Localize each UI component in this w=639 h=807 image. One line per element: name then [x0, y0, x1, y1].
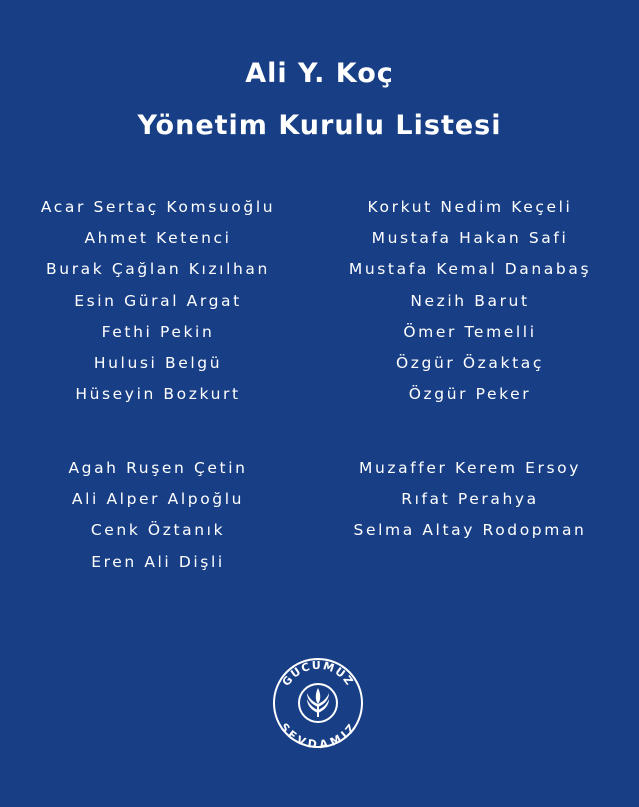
- list-item: Fethi Pekin: [101, 322, 215, 341]
- logo-top-text: GÜCÜMÜZ: [279, 658, 357, 689]
- title-line-2: Yönetim Kurulu Listesi: [137, 110, 502, 141]
- fenerbahce-crest-icon: [272, 657, 364, 749]
- board-list-group1-left: [8, 192, 308, 410]
- board-list-group1-right: [320, 192, 620, 410]
- list-item: Mustafa Hakan Safi: [371, 229, 569, 248]
- list-item: Hüseyin Bozkurt: [75, 385, 241, 404]
- list-item: Nezih Barut: [410, 291, 530, 310]
- list-item: Burak Çağlan Kızılhan: [46, 260, 270, 279]
- list-item: Mustafa Kemal Danabaş: [348, 260, 592, 279]
- board-list-group2-left: [8, 453, 308, 578]
- list-item: Eren Ali Dişli: [91, 552, 225, 571]
- svg-text:SEVDAMIZ: [277, 721, 359, 749]
- list-item: Agah Ruşen Çetin: [68, 459, 248, 477]
- title-line-1: Ali Y. Koç: [245, 58, 394, 89]
- list-item: Ali Alper Alpoğlu: [71, 490, 245, 509]
- list-item: Selma Altay Rodopman: [353, 521, 587, 540]
- list-item: Ahmet Ketenci: [84, 229, 232, 248]
- board-list-group2-right: [320, 453, 620, 547]
- logo-bottom-text: SEVDAMIZ: [277, 720, 359, 749]
- list-item: Ömer Temelli: [403, 322, 537, 341]
- list-item: Özgür Özaktaç: [395, 353, 544, 372]
- list-item: Cenk Öztanık: [90, 521, 226, 540]
- list-item: Hulusi Belgü: [93, 353, 223, 372]
- list-item: Rıfat Perahya: [401, 490, 539, 509]
- list-item: Acar Sertaç Komsuoğlu: [40, 198, 276, 216]
- list-item: Muzaffer Kerem Ersoy: [358, 459, 581, 477]
- list-item: Korkut Nedim Keçeli: [367, 198, 573, 216]
- list-item: Esin Güral Argat: [74, 291, 242, 310]
- list-item: Özgür Peker: [408, 385, 532, 404]
